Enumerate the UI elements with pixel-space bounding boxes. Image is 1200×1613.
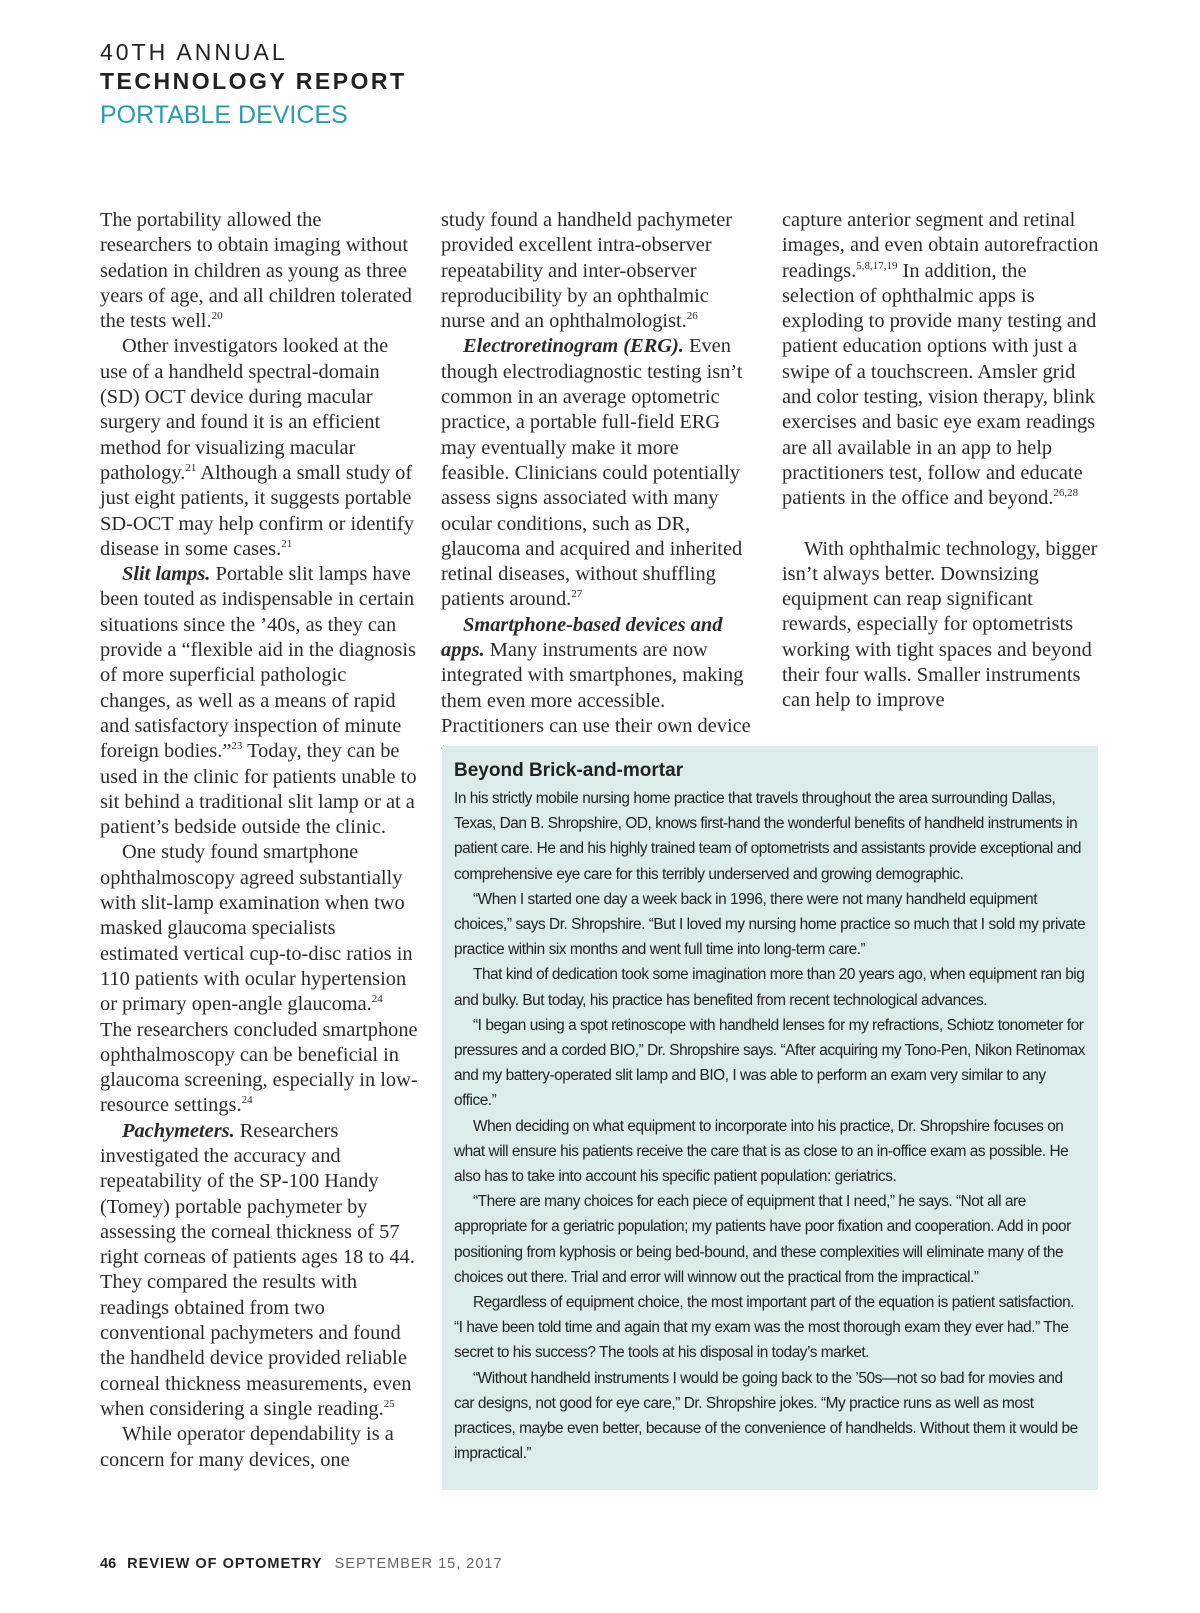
reference: 24 <box>241 1094 253 1107</box>
sidebar-paragraph: In his strictly mobile nursing home practice that travels throughout the area surrounding Dallas, Texas, Dan B. Shropshire, OD, knows first-hand the wonderful benefits of handheld instruments in patient care. He and his highly trained team of optometrists and assistants provide exceptional and comprehensive eye care for this terribly underserved and growing demographic. <box>454 790 1082 883</box>
paragraph: While operator dependability is a concern for many devices, one <box>100 1423 394 1471</box>
sidebar-paragraph: “Without handheld instruments I would be going back to the ’50s—not so bad for movies and car designs, not good for eye care,” Dr. Shropshire jokes. “My practice runs as well as most practices, maybe even better, because of the convenience of handhelds. Without them it would be impractical.” <box>454 1369 1078 1463</box>
reference: 21 <box>185 461 197 474</box>
reference: 27 <box>571 588 583 601</box>
paragraph: The portability allowed the researchers to obtain imaging without sedation in children as young as three years of age, and all children tolerated the tests well.$^{20}$ <box>100 209 412 333</box>
reference: 21 <box>281 537 293 550</box>
reference: 5,8,17,19 <box>856 259 898 272</box>
article-column-3 <box>782 208 1100 714</box>
header-section: PORTABLE DEVICES <box>100 101 348 129</box>
reference: 26,28 <box>1053 487 1079 500</box>
subhead-erg: Electroretinogram (ERG). <box>463 335 684 358</box>
page-number: 46 <box>100 1556 117 1572</box>
reference: 25 <box>383 1397 395 1410</box>
sidebar-paragraph: “When I started one day a week back in 1996, there were not many handheld equipment choices,” says Dr. Shropshire. “But I loved my nursing home practice so much that I sold my private practice within six months and went full time into long-term care.” <box>454 890 1086 959</box>
subhead-pachymeters: Pachymeters. <box>122 1119 235 1142</box>
subhead-smartphone: Smartphone-based devices and apps. <box>441 613 723 662</box>
report-header <box>100 38 407 132</box>
paragraph: One study found smartphone ophthalmoscopy agreed substantially with slit-lamp examination when two masked glaucoma specialists estimated vertical cup-to-disc ratios in 110 patients with ocular hypertension or primary open-angle glaucoma.$^{24}$ The researchers concluded smartphone ophthalmoscopy can be beneficial in glaucoma screening, especially in low-resource settings.$^{24}$ <box>100 841 418 1117</box>
paragraph: Slit lamps. Portable slit lamps have been touted as indispensable in certain situations since the ’40s, as they can provide a “flexible aid in the diagnosis of more superficial pathologic changes, as well as a means of rapid and satisfactory inspection of minute foreign bodies.”$^{23}$ Today, they can be used in the clinic for patients unable to sit behind a traditional slit lamp or at a patient’s bedside outside the clinic. <box>100 563 417 839</box>
page-footer <box>100 1556 503 1572</box>
sidebar-box <box>442 746 1098 1490</box>
sidebar-title: Beyond Brick-and-mortar <box>454 760 684 781</box>
article-column-2 <box>441 208 751 765</box>
paragraph: With ophthalmic technology, bigger isn’t always better. Downsizing equipment can reap significant rewards, especially for optometrists working with tight spaces and beyond their four walls. Smaller instruments can help to improve <box>782 537 1098 712</box>
paragraph: Electroretinogram (ERG). Even though electrodiagnostic testing isn’t common in an average optometric practice, a portable full-field ERG may eventually make it more feasible. Clinicians could potentially assess signs associated with many ocular conditions, such as DR, glaucoma and acquired and inherited retinal diseases, without shuffling patients around.$^{27}$ <box>441 335 743 611</box>
publication-name: REVIEW OF OPTOMETRY <box>127 1556 323 1572</box>
header-report-title: TECHNOLOGY REPORT <box>100 68 407 94</box>
reference: 24 <box>371 993 383 1006</box>
reference: 26 <box>686 310 698 323</box>
sidebar-paragraph: “I began using a spot retinoscope with handheld lenses for my refractions, Schiotz tonometer for pressures and a corded BIO,” Dr. Shropshire says. “After acquiring my Tono-Pen, Nikon Retinomax and my battery-operated slit lamp and BIO, I was able to perform an exam very similar to any office.” <box>454 1016 1086 1110</box>
paragraph: Other investigators looked at the use of a handheld spectral-domain (SD) OCT device during macular surgery and found it is an efficient method for visualizing macular pathology.$^{21}$ Although a small study of just eight patients, it suggests portable SD-OCT may help confirm or identify disease in some cases.$^{21}$ <box>100 335 414 560</box>
paragraph: Pachymeters. Researchers investigated the accuracy and repeatability of the SP-100 Handy (Tomey) portable pachymeter by assessing the corneal thickness of 57 right corneas of patients ages 18 to 44. They compared the results with readings obtained from two conventional pachymeters and found the handheld device provided reliable corneal thickness measurements, even when considering a single reading.$^{25}$ <box>100 1119 415 1420</box>
reference: 23 <box>231 740 243 753</box>
subhead-slit-lamps: Slit lamps. <box>122 563 211 586</box>
sidebar-paragraph: That kind of dedication took some imagination more than 20 years ago, when equipment ran big and bulky. But today, his practice has benefited from recent technological advances. <box>454 966 1085 1009</box>
header-annual: 40TH ANNUAL <box>100 39 288 65</box>
sidebar-paragraph: When deciding on what equipment to incorporate into his practice, Dr. Shropshire focuses on what will ensure his patients receive the care that is as close to an in-office exam as possible. He also has to take into account his specific patient population: geriatrics. <box>454 1117 1069 1186</box>
paragraph: Smartphone-based devices and apps. Many instruments are now integrated with smartphones, making them even more accessible. Practitioners can use their own device <box>441 613 751 737</box>
sidebar-paragraph: “There are many choices for each piece of equipment that I need,” he says. “Not all are appropriate for a geriatric population; my patients have poor fixation and cooperation. Add in poor positioning from kyphosis or being bed-bound, and these complexities will eliminate many of the choices out there. Trial and error will winnow out the practical from the impractical.” <box>454 1193 1071 1286</box>
issue-date: SEPTEMBER 15, 2017 <box>334 1556 503 1572</box>
sidebar-paragraph: Regardless of equipment choice, the most important part of the equation is patient satisfaction. “I have been told time and again that my exam was the most thorough exam they ever had.” The secret to his success? The tools at his disposal in today’s market. <box>454 1294 1075 1362</box>
article-column-1 <box>100 208 418 1473</box>
paragraph: study found a handheld pachymeter provided excellent intra-observer repeatability and inter-observer reproducibility by an ophthalmic nurse and an ophthalmologist.$^{26}$ <box>441 209 733 333</box>
reference: 20 <box>211 310 223 323</box>
paragraph: capture anterior segment and retinal images, and even obtain autorefraction readings.$^{5,8,17,19}$ In addition, the selection of ophthalmic apps is exploding to provide many testing and patient education options with just a swipe of a touchscreen. Amsler grid and color testing, vision therapy, blink exercises and basic eye exam readings are all available in an app to help practitioners test, follow and educate patients in the office and beyond.$^{26,28}$ <box>782 209 1099 510</box>
